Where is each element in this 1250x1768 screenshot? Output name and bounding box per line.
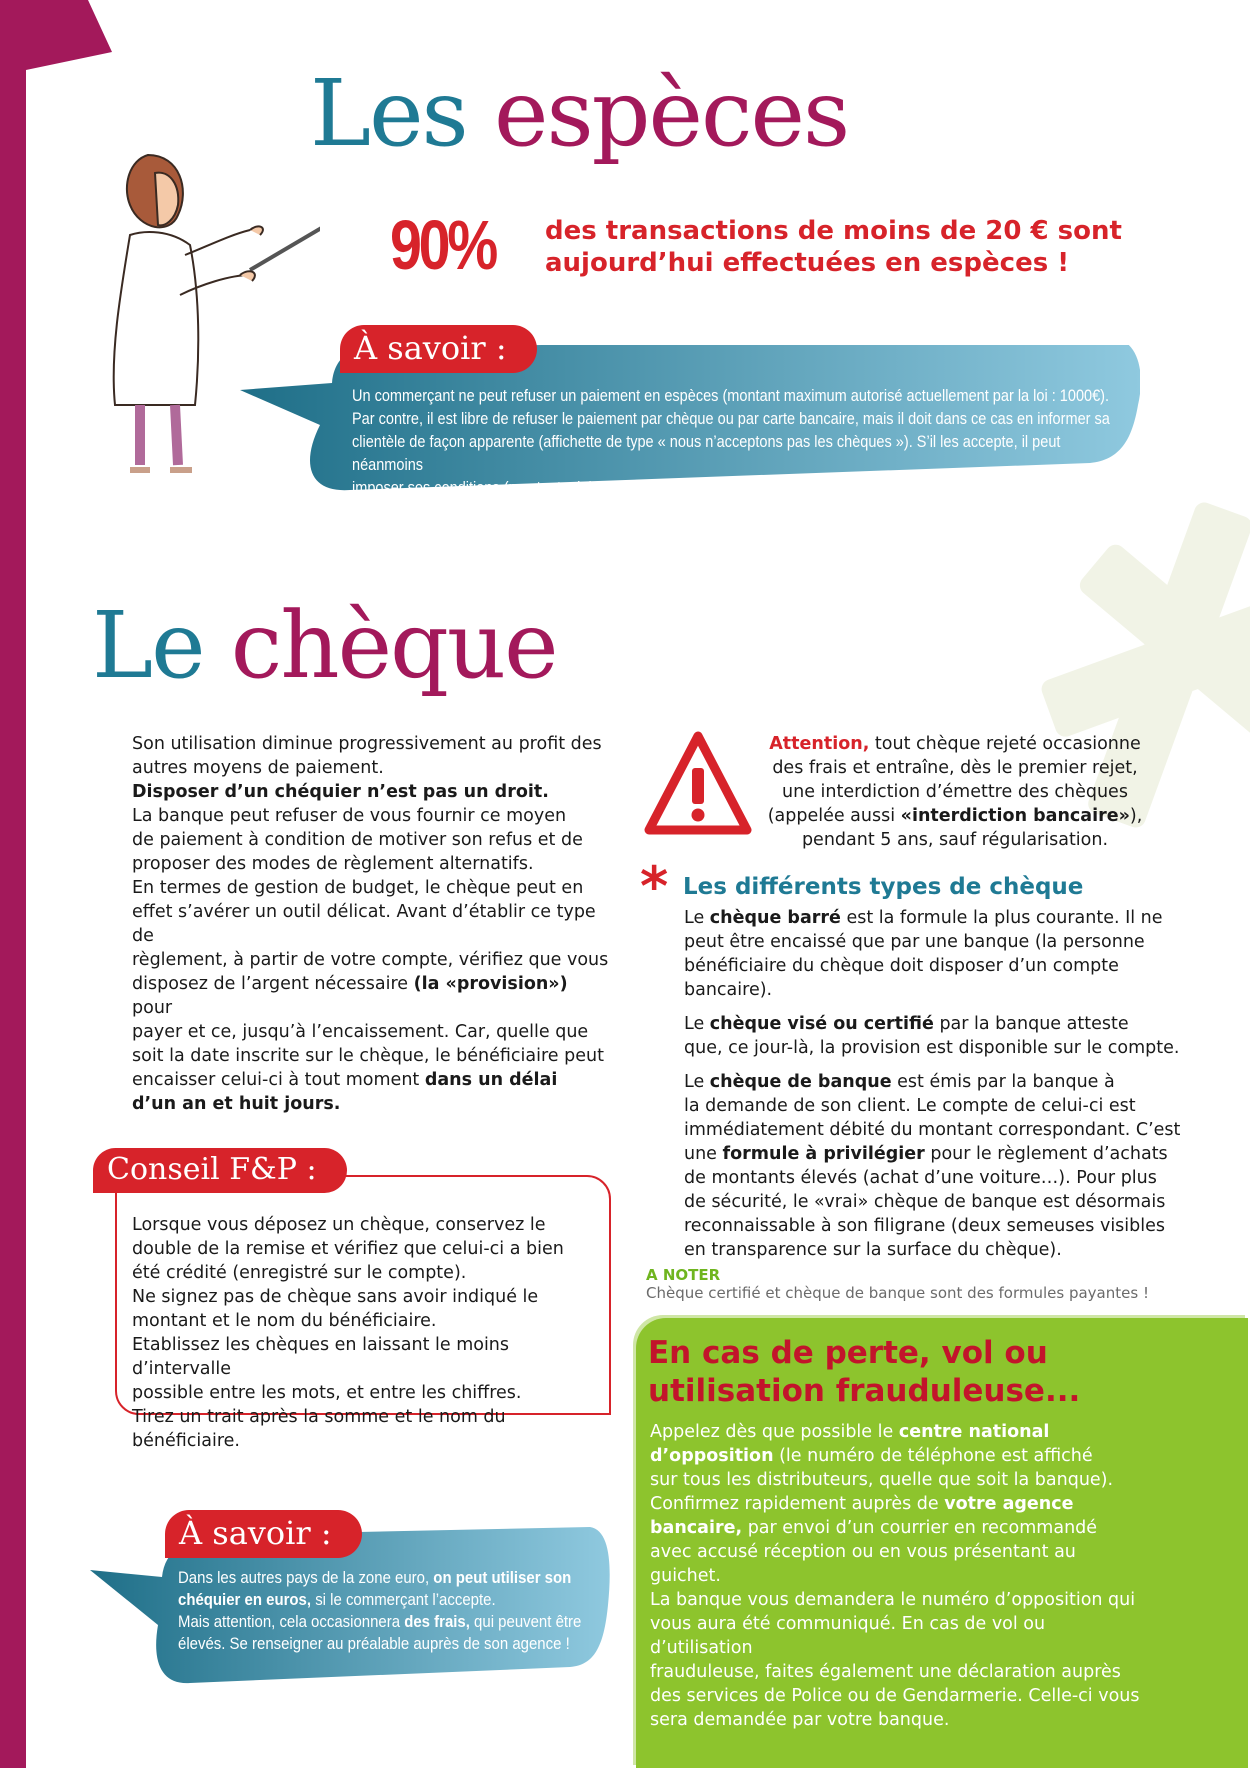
types-text xyxy=(684,906,1184,1272)
cheque-barre-paragraph: Le chèque barré est la formule la plus courante. Il ne peut être encaissé que par une banque (la personne bénéficiaire du chèque doit disposer d’un compte bancaire). xyxy=(684,908,1163,1000)
types-heading: Les différents types de chèque xyxy=(683,874,1084,900)
perte-title: En cas de perte, vol ou utilisation frauduleuse... xyxy=(648,1335,1081,1409)
note-label: A NOTER xyxy=(646,1266,721,1284)
cheque-banque-paragraph: Le chèque de banque est émis par la banque à la demande de son client. Le compte de celui-ci est immédiatement débité du montant correspondant. C’est une formule à privilégier pour le règlement d’achats de montants élevés (achat d’une voiture…). Pour plus de sécurité, le «vrai» chèque de banque est désormais reconnaissable à son filigrane (deux semeuses visibles en transparence sur la surface du chèque). xyxy=(684,1072,1181,1260)
left-accent-bar xyxy=(0,0,26,1768)
note-text: Chèque certifié et chèque de banque sont des formules payantes ! xyxy=(646,1284,1149,1302)
savoir-label-especes: À savoir : xyxy=(340,325,537,373)
savoir-text-especes: Un commerçant ne peut refuser un paiement en espèces (montant maximum autorisé actuellement par la loi : 1000€). Par contre, il est libre de refuser le paiement par chèque ou par carte bancaire, mais il doit dans ce cas en informer sa clientèle de façon apparente (affichette de type « nous n’acceptons pas les chèques »). S’il les accepte, il peut néanmoins imposer ses conditions (montant minimum d’achat, présentation d’une pièce d’identité, etc.). xyxy=(352,387,1110,497)
conseil-text: Lorsque vous déposez un chèque, conservez le double de la remise et vérifiez que celui-ci a bien été crédité (enregistré sur le compte). Ne signez pas de chèque sans avoir indiqué le montant et le nom du bénéficiaire. Etablissez les chèques en laissant le moins d’intervalle possible entre les mots, et entre les chiffres. Tirez un trait après la somme et le nom du bénéficiaire. xyxy=(132,1215,564,1451)
cheque-intro-text: Son utilisation diminue progressivement au profit des autres moyens de paiement. Disposer d’un chéquier n’est pas un droit. La banque peut refuser de vous fournir ce moyen de paiement à condition de motiver son refus et de proposer des modes de règlement alternatifs. En termes de gestion de budget, le chèque peut en effet s’avérer un outil délicat. Avant d’établir ce type de règlement, à partir de votre compte, vérifiez que vous disposez de l’argent nécessaire (la «provision») pour payer et ce, jusqu’à l’encaissement. Car, quelle que soit la date inscrite sur le chèque, le bénéficiaire peut encaisser celui-ci à tout moment dans un délai d’un an et huit jours. xyxy=(132,734,609,1114)
asterisk-icon: * xyxy=(640,855,669,918)
savoir-label-cheque: À savoir : xyxy=(165,1510,362,1558)
section-title-cheque: Le chèque xyxy=(92,592,557,699)
perte-text: Appelez dès que possible le centre national d’opposition (le numéro de téléphone est affiché sur tous les distributeurs, quelle que soit la banque). Confirmez rapidement auprès de votre agence bancaire, par envoi d’un courrier en recommandé avec accusé réception ou en vous présentant au guichet. La banque vous demandera le numéro d’opposition qui vous aura été communiqué. En cas de vol ou d’utilisation frauduleuse, faites également une déclaration auprès des services de Police ou de Gendarmerie. Celle-ci vous sera demandée par votre banque. xyxy=(650,1422,1140,1730)
savoir-text-cheque: Dans les autres pays de la zone euro, on peut utiliser son chéquier en euros, si le commerçant l’accepte. Mais attention, cela occasionnera des frais, qui peuvent être élevés. Se renseigner au préalable auprès de son agence ! xyxy=(178,1568,582,1653)
corner-flag-shape xyxy=(26,0,126,70)
stat-caption: des transactions de moins de 20 € sont aujourd’hui effectuées en espèces ! xyxy=(545,216,1122,278)
conseil-label: Conseil F&P : xyxy=(93,1148,347,1193)
stat-value: 90% xyxy=(390,206,496,284)
section-title-especes: Les espèces xyxy=(310,60,849,167)
cheque-vise-paragraph: Le chèque visé ou certifié par la banque atteste que, ce jour-là, la provision est disponible sur le compte. xyxy=(684,1014,1180,1058)
attention-text: Attention, tout chèque rejeté occasionne des frais et entraîne, dès le premier rejet, une interdiction d’émettre des chèques (appelée aussi «interdiction bancaire»), pendant 5 ans, sauf régularisation. xyxy=(767,734,1143,850)
